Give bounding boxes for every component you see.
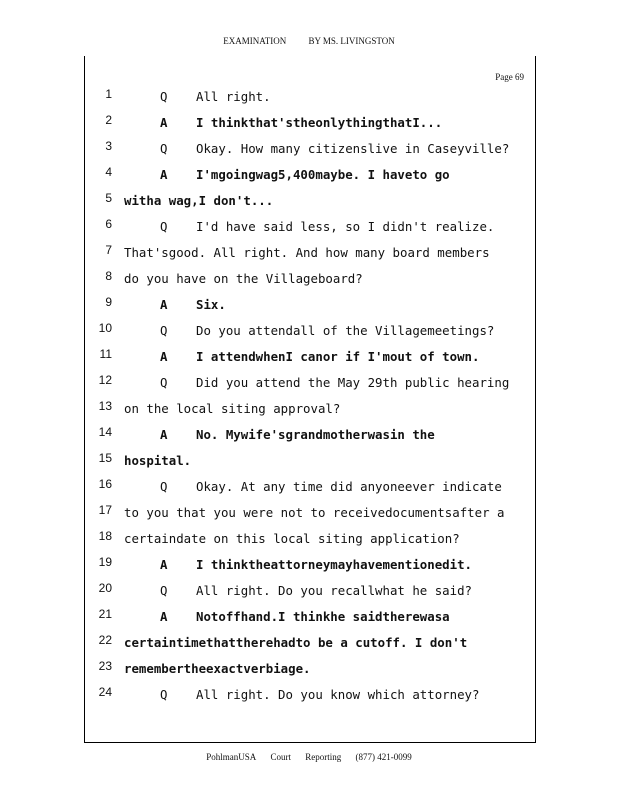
line-text: I'mgoingwag5,400maybe. I haveto go xyxy=(196,167,450,182)
line-number: 4 xyxy=(105,165,112,179)
transcript-line xyxy=(124,661,524,676)
transcript-line xyxy=(124,531,524,546)
speaker-label: Q xyxy=(160,583,168,598)
line-text: certaindate on this local siting application? xyxy=(124,531,460,546)
line-number: 20 xyxy=(98,581,112,595)
line-number: 7 xyxy=(105,243,112,257)
line-text: on the local siting approval? xyxy=(124,401,341,416)
footer-service-reporting: Reporting xyxy=(305,752,342,762)
line-text: Do you attendall of the Villagemeetings? xyxy=(196,323,495,338)
line-number: 11 xyxy=(99,347,112,361)
line-text: certaintimethattherehadto be a cutoff. I don't xyxy=(124,635,468,650)
header-examiner: BY MS. LIVINGSTON xyxy=(308,36,395,46)
speaker-label: Q xyxy=(160,141,168,156)
speaker-label: A xyxy=(160,297,168,312)
line-text: Six. xyxy=(196,297,226,312)
transcript-line xyxy=(124,297,524,312)
line-text: All right. Do you know which attorney? xyxy=(196,687,480,702)
line-number: 19 xyxy=(98,555,112,569)
header-examination: EXAMINATION xyxy=(223,36,287,46)
line-number: 3 xyxy=(105,139,112,153)
transcript-line xyxy=(124,401,524,416)
transcript-line xyxy=(124,193,524,208)
transcript-line xyxy=(124,115,524,130)
speaker-label: Q xyxy=(160,323,168,338)
line-text: Did you attend the May 29th public hearing xyxy=(196,375,510,390)
transcript-line xyxy=(124,323,524,338)
line-number: 9 xyxy=(105,295,112,309)
line-number: 1 xyxy=(105,87,112,101)
line-number: 6 xyxy=(105,217,112,231)
transcript-line xyxy=(124,245,524,260)
line-number: 14 xyxy=(98,425,112,439)
line-number: 21 xyxy=(98,607,112,621)
line-text: remembertheexactverbiage. xyxy=(124,661,311,676)
line-text: do you have on the Villageboard? xyxy=(124,271,363,286)
transcript-line xyxy=(124,167,524,182)
transcript-line xyxy=(124,89,524,104)
transcript-line xyxy=(124,505,524,520)
speaker-label: Q xyxy=(160,479,168,494)
line-text: No. Mywife'sgrandmotherwasin the xyxy=(196,427,435,442)
line-number: 5 xyxy=(105,191,112,205)
transcript-line xyxy=(124,583,524,598)
footer-service-court: Court xyxy=(270,752,292,762)
line-text: I attendwhenI canor if I'mout of town. xyxy=(196,349,480,364)
line-number: 23 xyxy=(98,659,112,673)
line-number: 8 xyxy=(105,269,112,283)
transcript-line xyxy=(124,271,524,286)
speaker-label: A xyxy=(160,115,168,130)
transcript-line xyxy=(124,687,524,702)
line-number: 15 xyxy=(98,451,112,465)
transcript-line xyxy=(124,141,524,156)
transcript-line xyxy=(124,557,524,572)
line-number: 22 xyxy=(98,633,112,647)
transcript-line xyxy=(124,479,524,494)
speaker-label: A xyxy=(160,349,168,364)
speaker-label: A xyxy=(160,609,168,624)
line-text: Okay. How many citizenslive in Caseyville? xyxy=(196,141,510,156)
line-text: hospital. xyxy=(124,453,192,468)
line-number: 16 xyxy=(98,477,112,491)
line-text: Okay. At any time did anyoneever indicate xyxy=(196,479,502,494)
page-header xyxy=(0,36,618,46)
line-text: I thinktheattorneymayhavementionedit. xyxy=(196,557,473,572)
line-text: That'sgood. All right. And how many board members xyxy=(124,245,490,260)
speaker-label: Q xyxy=(160,375,168,390)
line-number: 10 xyxy=(98,321,112,335)
speaker-label: A xyxy=(160,427,168,442)
transcript-line xyxy=(124,427,524,442)
transcript-line xyxy=(124,349,524,364)
line-number: 13 xyxy=(98,399,112,413)
line-text: witha wag,I don't... xyxy=(124,193,274,208)
page-number: Page 69 xyxy=(495,72,524,82)
line-text: All right. Do you recallwhat he said? xyxy=(196,583,473,598)
speaker-label: Q xyxy=(160,687,168,702)
transcript-line xyxy=(124,635,524,650)
page-footer xyxy=(0,752,618,762)
transcript-line xyxy=(124,609,524,624)
transcript-line xyxy=(124,219,524,234)
transcript-line xyxy=(124,375,524,390)
line-number: 18 xyxy=(98,529,112,543)
line-number: 12 xyxy=(98,373,112,387)
line-text: I thinkthat'stheonlythingthatI... xyxy=(196,115,443,130)
line-text: All right. xyxy=(196,89,271,104)
speaker-label: Q xyxy=(160,219,168,234)
footer-company: PohlmanUSA xyxy=(206,752,257,762)
transcript-line xyxy=(124,453,524,468)
speaker-label: Q xyxy=(160,89,168,104)
line-number: 2 xyxy=(105,113,112,127)
line-text: I'd have said less, so I didn't realize. xyxy=(196,219,495,234)
line-number: 24 xyxy=(98,685,112,699)
line-text: to you that you were not to receivedocumentsafter a xyxy=(124,505,505,520)
speaker-label: A xyxy=(160,167,168,182)
footer-phone: (877) 421-0099 xyxy=(355,752,412,762)
line-number: 17 xyxy=(98,503,112,517)
speaker-label: A xyxy=(160,557,168,572)
line-text: Notoffhand.I thinkhe saidtherewasa xyxy=(196,609,450,624)
